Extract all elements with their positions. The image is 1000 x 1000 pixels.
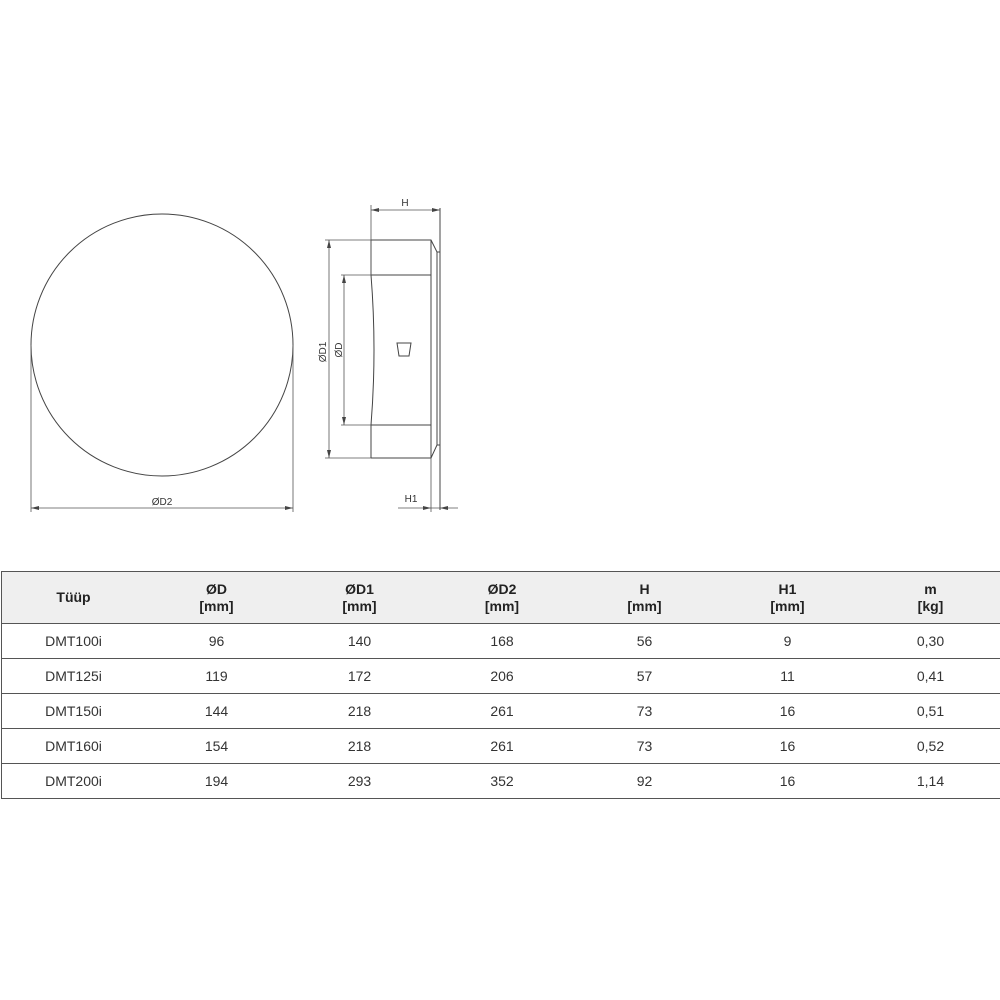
cell-d1: 293 [288,764,431,799]
cell-d2: 206 [431,659,573,694]
d2-label: ØD2 [151,497,173,508]
header-h1: H1 [mm] [716,572,859,624]
h1-label: H1 [404,494,418,505]
cell-h: 56 [573,624,716,659]
cell-h1: 9 [716,624,859,659]
table-row [2,624,1000,659]
cell-type: DMT125i [2,659,146,694]
table-row [2,764,1000,799]
cell-m: 0,41 [859,659,1000,694]
side-view [371,208,440,510]
cell-d2: 352 [431,764,573,799]
spec-table [1,571,1000,799]
cell-d1: 218 [288,729,431,764]
cell-type: DMT200i [2,764,146,799]
table-row [2,659,1000,694]
header-d2: ØD2 [mm] [431,572,573,624]
cell-m: 0,30 [859,624,1000,659]
cell-d: 154 [145,729,288,764]
cell-h: 92 [573,764,716,799]
cell-h1: 11 [716,659,859,694]
cell-m: 0,51 [859,694,1000,729]
table-row [2,729,1000,764]
cell-d2: 168 [431,624,573,659]
d-label: ØD [334,342,345,358]
cell-h1: 16 [716,729,859,764]
header-d1: ØD1 [mm] [288,572,431,624]
cell-h1: 16 [716,764,859,799]
cell-d2: 261 [431,694,573,729]
d1-label: ØD1 [318,341,329,363]
cell-type: DMT100i [2,624,146,659]
cell-d1: 172 [288,659,431,694]
cell-d: 144 [145,694,288,729]
cell-d1: 140 [288,624,431,659]
table-header-row [2,572,1000,624]
cell-d: 119 [145,659,288,694]
cell-h: 73 [573,694,716,729]
header-h: H [mm] [573,572,716,624]
cell-d: 194 [145,764,288,799]
cell-type: DMT160i [2,729,146,764]
cell-h: 73 [573,729,716,764]
cell-h: 57 [573,659,716,694]
cell-type: DMT150i [2,694,146,729]
table-row [2,694,1000,729]
cell-h1: 16 [716,694,859,729]
header-m: m [kg] [859,572,1000,624]
cell-d2: 261 [431,729,573,764]
h-label: H [401,198,409,209]
cell-d1: 218 [288,694,431,729]
cell-d: 96 [145,624,288,659]
header-d: ØD [mm] [145,572,288,624]
cell-m: 1,14 [859,764,1000,799]
header-type: Tüüp [2,572,146,624]
front-view-circle [31,214,293,476]
cell-m: 0,52 [859,729,1000,764]
